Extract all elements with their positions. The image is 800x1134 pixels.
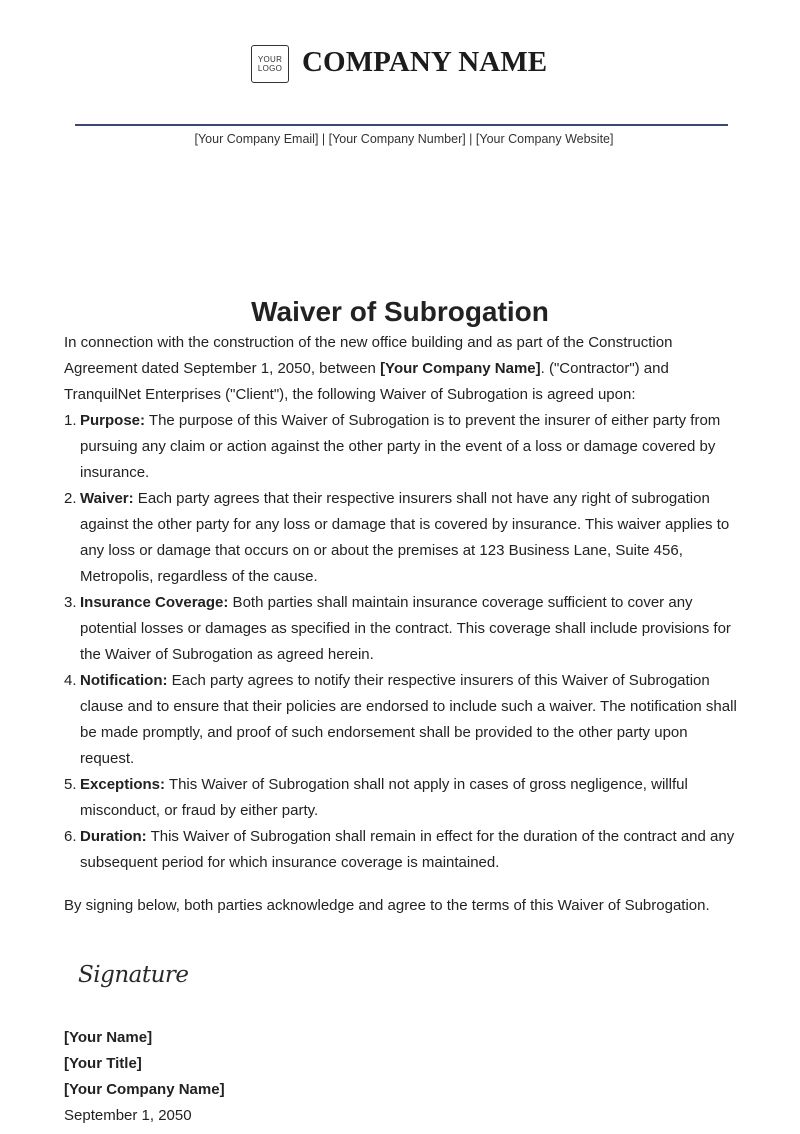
company-name: COMPANY NAME: [302, 46, 548, 78]
signer-block: [64, 1025, 225, 1129]
clause-text: The purpose of this Waiver of Subrogation is to prevent the insurer of either party from pursuing any claim or action against the other party in the event of a loss or damage covered by insurance.: [80, 412, 721, 481]
clause-number: 5.: [64, 776, 77, 793]
clause-text: Each party agrees that their respective insurers shall not have any right of subrogation against the other party for any loss or damage that is covered by insurance. This waiver applies to any loss or damage that occurs on or about the premises at 123 Business Lane, Suite 456, Metropolis, regardless of the cause.: [80, 490, 730, 585]
clause-text: This Waiver of Subrogation shall not apply in cases of gross negligence, willful misconduct, or fraud by either party.: [80, 776, 688, 819]
clause-number: 2.: [64, 490, 77, 507]
closing-paragraph: By signing below, both parties acknowledge and agree to the terms of this Waiver of Subrogation.: [64, 897, 710, 914]
clause-item: [64, 772, 740, 824]
logo-text-line2: LOGO: [257, 64, 283, 73]
clause-number: 3.: [64, 594, 77, 611]
clause-item: [64, 486, 740, 590]
signature-script: Signature: [78, 962, 189, 988]
document-body: [64, 330, 740, 876]
company-logo: [251, 45, 289, 83]
clause-heading: Waiver:: [80, 490, 134, 507]
clause-item: [64, 408, 740, 486]
clause-number: 6.: [64, 828, 77, 845]
intro-paragraph: [64, 330, 740, 408]
intro-company-name: [Your Company Name]: [380, 360, 541, 377]
signature-date: September 1, 2050: [64, 1107, 192, 1124]
signer-title: [Your Title]: [64, 1055, 142, 1072]
clause-text: Each party agrees to notify their respective insurers of this Waiver of Subrogation clause and to ensure that their policies are endorsed to include such a waiver. The notification shall be made promptly, and proof of such endorsement shall be provided to the other party upon request.: [80, 672, 737, 767]
clause-list: [64, 408, 740, 876]
signer-company: [Your Company Name]: [64, 1081, 225, 1098]
clause-heading: Notification:: [80, 672, 168, 689]
clause-number: 4.: [64, 672, 77, 689]
company-contact-line: [Your Company Email] | [Your Company Number] | [Your Company Website]: [194, 132, 614, 146]
clause-text: Both parties shall maintain insurance coverage sufficient to cover any potential losses or damages as specified in the contract. This coverage shall include provisions for the Waiver of Subrogation as agreed herein.: [80, 594, 731, 663]
clause-number: 1.: [64, 412, 77, 429]
clause-text: This Waiver of Subrogation shall remain in effect for the duration of the contract and any subsequent period for which insurance coverage is maintained.: [80, 828, 735, 871]
document-title: Waiver of Subrogation: [251, 296, 549, 327]
clause-item: [64, 668, 740, 772]
logo-text-line1: YOUR: [257, 55, 283, 64]
clause-heading: Duration:: [80, 828, 147, 845]
clause-item: [64, 824, 740, 876]
clause-heading: Purpose:: [80, 412, 146, 429]
clause-heading: Insurance Coverage:: [80, 594, 229, 611]
clause-item: [64, 590, 740, 668]
intro-text-part2: . ("Contractor") and TranquilNet Enterprises ("Client"), the following Waiver of Subrogation is agreed upon:: [64, 360, 669, 403]
signer-name: [Your Name]: [64, 1029, 153, 1046]
intro-text-part1: In connection with the construction of the new office building and as part of the Construction Agreement dated September 1, 2050, between: [64, 334, 673, 377]
header-divider: [75, 124, 728, 126]
clause-heading: Exceptions:: [80, 776, 166, 793]
